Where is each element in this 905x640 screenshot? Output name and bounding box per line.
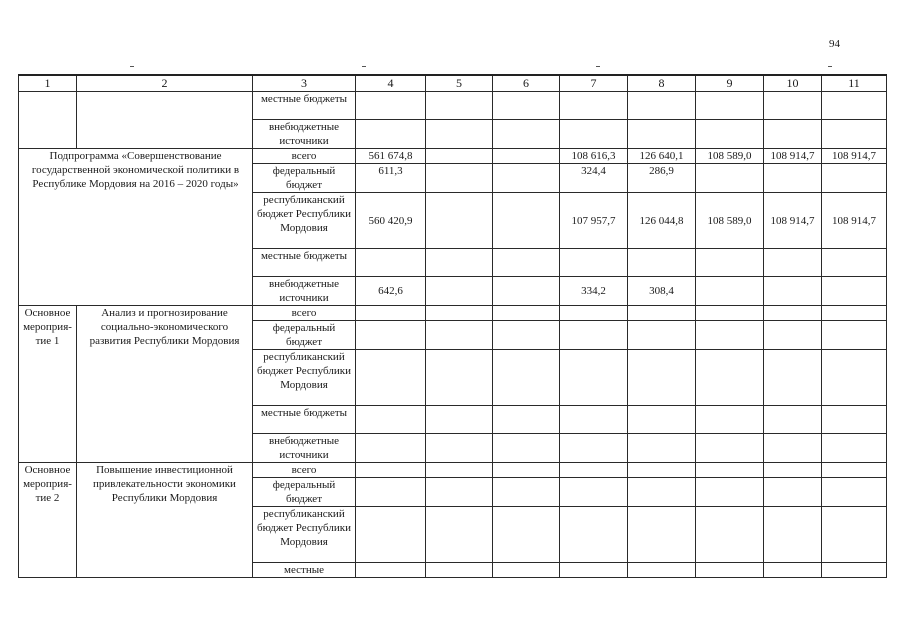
value-cell [696, 277, 764, 306]
source-cell: федеральный бюджет [253, 164, 356, 193]
empty-cell [822, 350, 887, 406]
empty-cell [822, 434, 887, 463]
source-cell: всего [253, 463, 356, 478]
value-cell: 126 640,1 [628, 149, 696, 164]
empty-cell [822, 563, 887, 578]
empty-cell [356, 434, 426, 463]
empty-cell [560, 120, 628, 149]
value-cell: 108 914,7 [764, 193, 822, 249]
empty-cell [356, 478, 426, 507]
source-cell: федеральный бюджет [253, 321, 356, 350]
empty-cell [493, 463, 560, 478]
value-cell: 560 420,9 [356, 193, 426, 249]
empty-cell [822, 321, 887, 350]
value-cell: 324,4 [560, 164, 628, 193]
empty-cell [764, 306, 822, 321]
value-cell [426, 149, 493, 164]
empty-cell [493, 120, 560, 149]
empty-cell [493, 406, 560, 434]
source-cell: внебюджетные источники [253, 120, 356, 149]
empty-cell [560, 306, 628, 321]
source-cell: республиканский бюджет Республики Мордовия [253, 350, 356, 406]
empty-cell [560, 406, 628, 434]
value-cell [764, 277, 822, 306]
empty-cell [696, 563, 764, 578]
empty-cell [426, 434, 493, 463]
empty-cell [356, 321, 426, 350]
column-header: 10 [764, 75, 822, 92]
measure-code: Основное мероприя-тие 1 [19, 306, 77, 463]
table-row [19, 149, 887, 164]
source-cell: внебюджетные источники [253, 277, 356, 306]
empty-cell [426, 507, 493, 563]
table-row [19, 306, 887, 321]
empty-cell [426, 306, 493, 321]
empty-cell [426, 478, 493, 507]
empty-cell [696, 321, 764, 350]
empty-cell [493, 434, 560, 463]
column-header: 9 [696, 75, 764, 92]
empty-cell [764, 478, 822, 507]
value-cell [764, 249, 822, 277]
empty-cell [426, 406, 493, 434]
source-cell: республиканский бюджет Республики Мордовия [253, 193, 356, 249]
empty-cell [426, 350, 493, 406]
empty-cell [493, 563, 560, 578]
column-header: 5 [426, 75, 493, 92]
table-row [19, 92, 887, 120]
value-cell: 108 589,0 [696, 149, 764, 164]
measure-name: Повышение инвестиционной привлекательности экономики Республики Мордовия [77, 463, 253, 578]
empty-cell [628, 321, 696, 350]
empty-cell [822, 120, 887, 149]
empty-cell [696, 434, 764, 463]
value-cell: 642,6 [356, 277, 426, 306]
empty-cell [426, 563, 493, 578]
empty-cell [822, 406, 887, 434]
column-header: 11 [822, 75, 887, 92]
value-cell [493, 277, 560, 306]
empty-cell [764, 321, 822, 350]
value-cell [822, 249, 887, 277]
empty-cell [696, 478, 764, 507]
name-cell [77, 92, 253, 149]
empty-cell [356, 563, 426, 578]
empty-cell [560, 321, 628, 350]
value-cell [696, 164, 764, 193]
value-cell [493, 149, 560, 164]
empty-cell [560, 563, 628, 578]
column-header: 4 [356, 75, 426, 92]
value-cell [822, 277, 887, 306]
value-cell: 108 589,0 [696, 193, 764, 249]
empty-cell [628, 434, 696, 463]
empty-cell [628, 350, 696, 406]
source-cell: местные бюджеты [253, 249, 356, 277]
empty-cell [426, 463, 493, 478]
empty-cell [822, 478, 887, 507]
empty-cell [356, 350, 426, 406]
value-cell: 108 914,7 [764, 149, 822, 164]
empty-cell [560, 434, 628, 463]
scan-mark [828, 66, 832, 67]
value-cell: 108 616,3 [560, 149, 628, 164]
empty-cell [356, 306, 426, 321]
empty-cell [822, 306, 887, 321]
empty-cell [493, 478, 560, 507]
empty-cell [628, 92, 696, 120]
empty-cell [560, 463, 628, 478]
scan-mark [130, 66, 134, 67]
empty-cell [628, 306, 696, 321]
value-cell [426, 164, 493, 193]
source-cell: внебюджетные источники [253, 434, 356, 463]
empty-cell [493, 350, 560, 406]
empty-cell [696, 463, 764, 478]
empty-cell [493, 306, 560, 321]
empty-cell [764, 507, 822, 563]
empty-cell [560, 92, 628, 120]
empty-cell [628, 507, 696, 563]
empty-cell [822, 92, 887, 120]
source-cell: федеральный бюджет [253, 478, 356, 507]
value-cell [764, 164, 822, 193]
scan-mark [362, 66, 366, 67]
value-cell [426, 249, 493, 277]
empty-cell [356, 120, 426, 149]
empty-cell [764, 463, 822, 478]
empty-cell [764, 563, 822, 578]
value-cell [493, 193, 560, 249]
empty-cell [696, 350, 764, 406]
scan-mark [596, 66, 600, 67]
value-cell [822, 164, 887, 193]
empty-cell [493, 507, 560, 563]
empty-cell [356, 463, 426, 478]
source-cell: всего [253, 306, 356, 321]
value-cell [696, 249, 764, 277]
value-cell: 561 674,8 [356, 149, 426, 164]
value-cell [493, 249, 560, 277]
value-cell: 126 044,8 [628, 193, 696, 249]
column-header: 3 [253, 75, 356, 92]
budget-table [18, 74, 887, 578]
measure-code: Основное мероприя-тие 2 [19, 463, 77, 578]
value-cell [560, 249, 628, 277]
value-cell: 108 914,7 [822, 149, 887, 164]
value-cell [426, 277, 493, 306]
column-header: 7 [560, 75, 628, 92]
empty-cell [426, 120, 493, 149]
empty-cell [493, 92, 560, 120]
empty-cell [628, 406, 696, 434]
subprogram-name: Подпрограмма «Совершенствование государственной экономической политики в Республике Мордовия на 2016 – 2020 годы» [19, 149, 253, 306]
value-cell: 334,2 [560, 277, 628, 306]
empty-cell [764, 350, 822, 406]
empty-cell [696, 92, 764, 120]
column-header: 8 [628, 75, 696, 92]
header-row [19, 75, 887, 92]
empty-cell [628, 463, 696, 478]
empty-cell [560, 350, 628, 406]
value-cell: 286,9 [628, 164, 696, 193]
column-header: 2 [77, 75, 253, 92]
page-number: 94 [829, 38, 840, 50]
empty-cell [696, 507, 764, 563]
code-cell [19, 92, 77, 149]
empty-cell [696, 306, 764, 321]
empty-cell [628, 478, 696, 507]
column-header: 6 [493, 75, 560, 92]
source-cell: всего [253, 149, 356, 164]
value-cell: 308,4 [628, 277, 696, 306]
empty-cell [764, 120, 822, 149]
column-header: 1 [19, 75, 77, 92]
source-cell: местные [253, 563, 356, 578]
table-row [19, 463, 887, 478]
empty-cell [356, 507, 426, 563]
value-cell [493, 164, 560, 193]
value-cell: 611,3 [356, 164, 426, 193]
empty-cell [560, 478, 628, 507]
value-cell [628, 249, 696, 277]
empty-cell [696, 406, 764, 434]
empty-cell [426, 92, 493, 120]
value-cell: 108 914,7 [822, 193, 887, 249]
empty-cell [356, 92, 426, 120]
empty-cell [764, 434, 822, 463]
empty-cell [764, 406, 822, 434]
empty-cell [628, 120, 696, 149]
empty-cell [822, 507, 887, 563]
source-cell: местные бюджеты [253, 92, 356, 120]
measure-name: Анализ и прогнозирование социально-экономического развития Республики Мордовия [77, 306, 253, 463]
empty-cell [822, 463, 887, 478]
source-cell: местные бюджеты [253, 406, 356, 434]
empty-cell [493, 321, 560, 350]
value-cell [356, 249, 426, 277]
empty-cell [696, 120, 764, 149]
value-cell [426, 193, 493, 249]
empty-cell [426, 321, 493, 350]
source-cell: республиканский бюджет Республики Мордовия [253, 507, 356, 563]
empty-cell [560, 507, 628, 563]
empty-cell [356, 406, 426, 434]
empty-cell [628, 563, 696, 578]
value-cell: 107 957,7 [560, 193, 628, 249]
empty-cell [764, 92, 822, 120]
